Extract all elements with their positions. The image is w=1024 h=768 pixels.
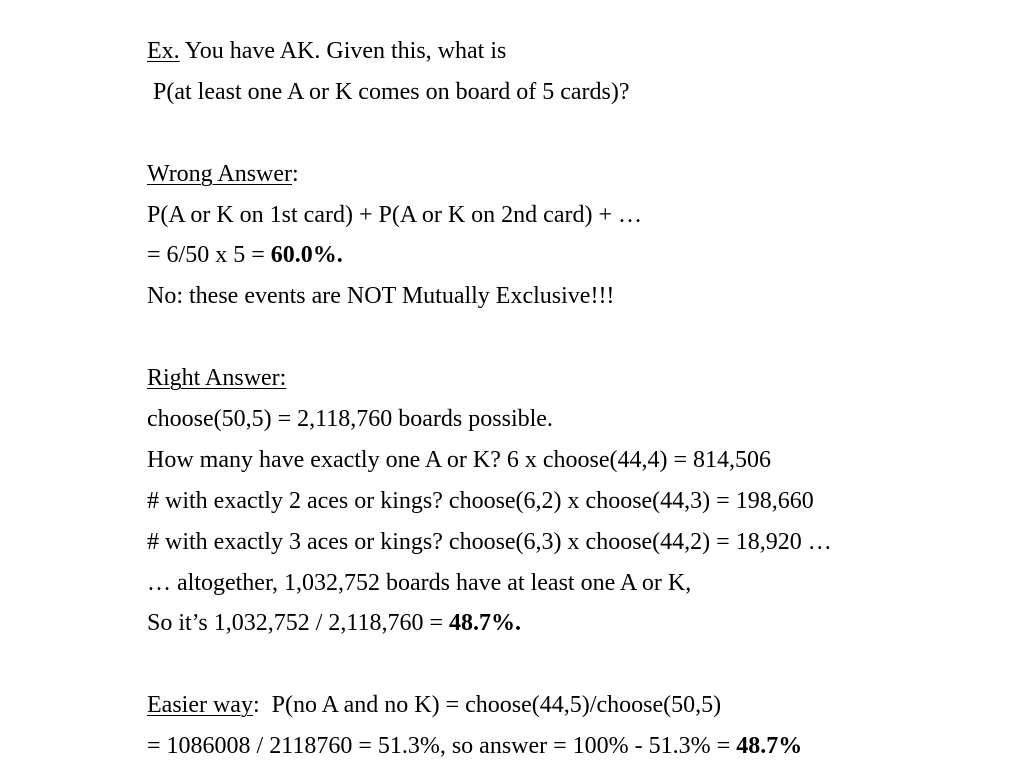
easier-way-line-2 [147, 726, 1007, 767]
right-answer-line-3: # with exactly 2 aces or kings? choose(6,2) x choose(44,3) = 198,660 [147, 487, 814, 514]
example-question-text: You have AK. Given this, what is [179, 38, 507, 64]
wrong-answer-calc: = 6/50 x 5 = [147, 242, 271, 269]
slide-content [147, 31, 1007, 767]
wrong-answer-line-3: No: these events are NOT Mutually Exclusive!!! [147, 283, 615, 310]
wrong-answer-result: 60.0%. [270, 242, 343, 269]
easier-way-calc: = 1086008 / 2118760 = 51.3%, so answer = 100% - 51.3% = [147, 733, 737, 760]
right-answer-result: 48.7%. [449, 610, 522, 637]
right-answer-line-2: How many have exactly one A or K? 6 x choose(44,4) = 814,506 [147, 446, 772, 473]
blank-line [147, 317, 1007, 358]
wrong-answer-heading: Wrong Answer [147, 160, 293, 187]
wrong-answer-heading-line [147, 154, 1007, 195]
wrong-answer-heading-suffix: : [292, 160, 299, 187]
wrong-answer-line-2 [147, 235, 1007, 276]
example-question-line [147, 31, 1007, 72]
blank-line [147, 113, 1007, 154]
easier-way-formula: : P(no A and no K) = choose(44,5)/choose(50,5) [252, 692, 722, 719]
easier-way-heading-line [147, 685, 1007, 726]
right-answer-line-6 [147, 603, 1007, 644]
right-answer-calc: So it’s 1,032,752 / 2,118,760 = [147, 610, 450, 637]
right-answer-line-1: choose(50,5) = 2,118,760 boards possible. [147, 406, 553, 433]
easier-way-heading: Easier way [147, 692, 253, 719]
right-answer-line-4: # with exactly 3 aces or kings? choose(6,3) x choose(44,2) = 18,920 … [147, 528, 832, 555]
right-answer-heading: Right Answer: [147, 365, 287, 392]
blank-line [147, 644, 1007, 685]
easier-way-result: 48.7% [736, 733, 803, 760]
right-answer-heading-line [147, 358, 1007, 399]
wrong-answer-line-1: P(A or K on 1st card) + P(A or K on 2nd card) + … [147, 201, 642, 228]
right-answer-line-5: … altogether, 1,032,752 boards have at least one A or K, [147, 569, 692, 596]
example-label: Ex. [147, 38, 180, 64]
example-question-line-2: P(at least one A or K comes on board of 5 cards)? [153, 78, 630, 105]
